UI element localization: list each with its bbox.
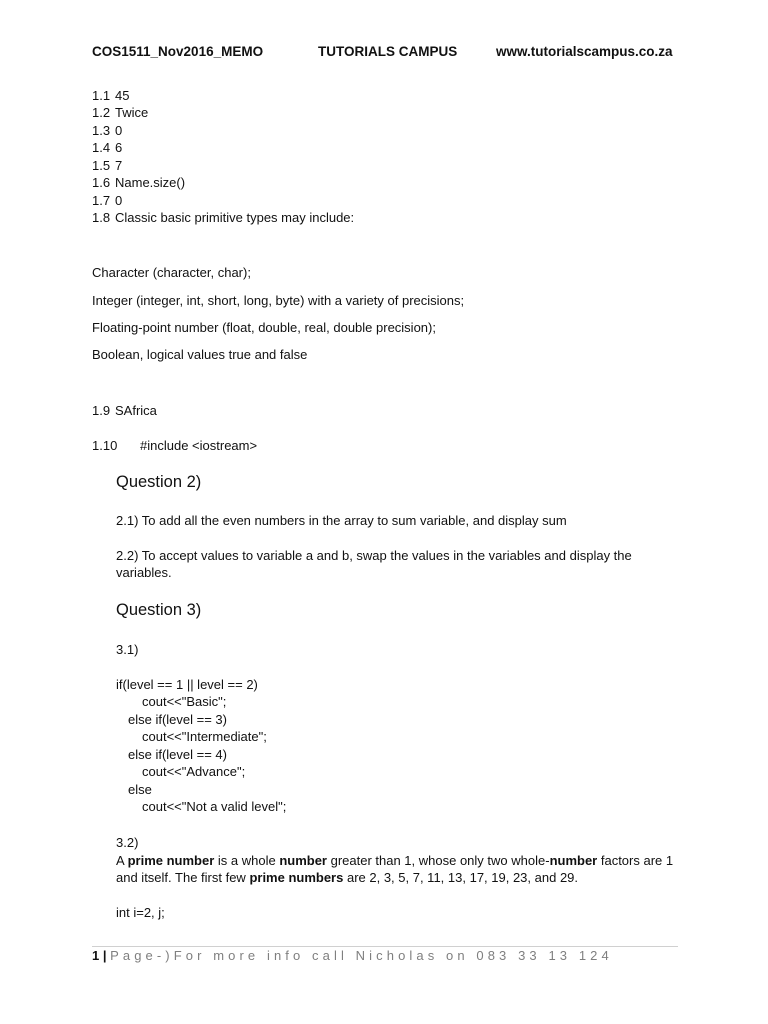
header-website: www.tutorialscampus.co.za <box>496 44 673 59</box>
answer-text: 0 <box>115 193 123 208</box>
answer-text: #include <iostream> <box>140 438 258 453</box>
answer-text: SAfrica <box>115 403 157 418</box>
answer-1-3 <box>92 122 122 139</box>
prime-text: greater than 1, whose only two whole- <box>326 853 550 868</box>
page-footer <box>92 948 613 963</box>
prime-bold-term: number <box>279 853 327 868</box>
answer-text: Classic basic primitive types may include: <box>115 210 355 225</box>
primitive-type-character: Character (character, char); <box>92 265 251 280</box>
code-declaration: int i=2, j; <box>116 905 165 920</box>
answer-number: 1.5 <box>92 158 111 173</box>
answer-1-6 <box>92 174 185 191</box>
question-3-heading: Question 3) <box>116 601 202 619</box>
answer-number: 1.10 <box>92 438 118 453</box>
prime-text: is a whole <box>214 853 280 868</box>
answer-number: 1.6 <box>92 175 111 190</box>
answer-text: Twice <box>115 105 149 120</box>
answer-text: 6 <box>115 140 123 155</box>
answer-text: 45 <box>115 88 130 103</box>
header-center-title: TUTORIALS CAMPUS <box>318 44 458 59</box>
answer-number: 1.9 <box>92 403 111 418</box>
footer-separator: | <box>99 948 111 963</box>
answer-number: 1.3 <box>92 123 111 138</box>
prime-text: are 2, 3, 5, 7, 11, 13, 17, 19, 23, and 29. <box>343 870 579 885</box>
question-2-heading: Question 2) <box>116 473 202 491</box>
answer-number: 1.4 <box>92 140 111 155</box>
answer-number: 1.2 <box>92 105 111 120</box>
answer-number: 1.7 <box>92 193 111 208</box>
answer-1-1 <box>92 87 129 104</box>
footer-divider <box>92 946 678 947</box>
answer-text: 0 <box>115 123 123 138</box>
code-line: cout<<"Intermediate"; <box>142 729 267 744</box>
answer-1-8 <box>92 209 354 226</box>
prime-text: factors are 1 and itself. The first few <box>116 853 674 885</box>
prime-bold-term: prime numbers <box>249 870 344 885</box>
code-line: cout<<"Basic"; <box>142 694 227 709</box>
answer-1-7 <box>92 192 122 209</box>
footer-contact-text: Page-)For more info call Nicholas on 083 33 13 124 <box>110 948 613 963</box>
code-line: cout<<"Advance"; <box>142 764 246 779</box>
code-line: else if(level == 3) <box>128 712 227 727</box>
answer-1-4 <box>92 139 122 156</box>
code-line: else <box>128 782 152 797</box>
code-line: else if(level == 4) <box>128 747 227 762</box>
answer-1-9 <box>92 402 157 419</box>
primitive-type-boolean: Boolean, logical values true and false <box>92 347 308 362</box>
code-line: cout<<"Not a valid level"; <box>142 799 287 814</box>
answer-text: Name.size() <box>115 175 186 190</box>
page-number: 1 <box>92 948 100 963</box>
answer-text: 7 <box>115 158 123 173</box>
answer-1-10 <box>92 437 257 454</box>
primitive-type-integer: Integer (integer, int, short, long, byte) with a variety of precisions; <box>92 293 465 308</box>
code-line: if(level == 1 || level == 2) <box>116 677 258 692</box>
prime-number-definition <box>116 852 676 886</box>
answer-1-2 <box>92 104 148 121</box>
answer-3-1-label: 3.1) <box>116 642 139 657</box>
answer-1-5 <box>92 157 122 174</box>
answer-2-1: 2.1) To add all the even numbers in the array to sum variable, and display sum <box>116 513 567 528</box>
prime-bold-term: prime number <box>127 853 215 868</box>
primitive-type-float: Floating-point number (float, double, real, double precision); <box>92 320 436 335</box>
header-doc-code: COS1511_Nov2016_MEMO <box>92 44 264 59</box>
answer-2-2: 2.2) To accept values to variable a and b, swap the values in the variables and display the variables. <box>116 548 632 580</box>
prime-text: A <box>116 853 128 868</box>
answer-number: 1.1 <box>92 88 111 103</box>
answer-3-2-label: 3.2) <box>116 835 139 850</box>
answer-number: 1.8 <box>92 210 111 225</box>
prime-bold-term: number <box>549 853 598 868</box>
